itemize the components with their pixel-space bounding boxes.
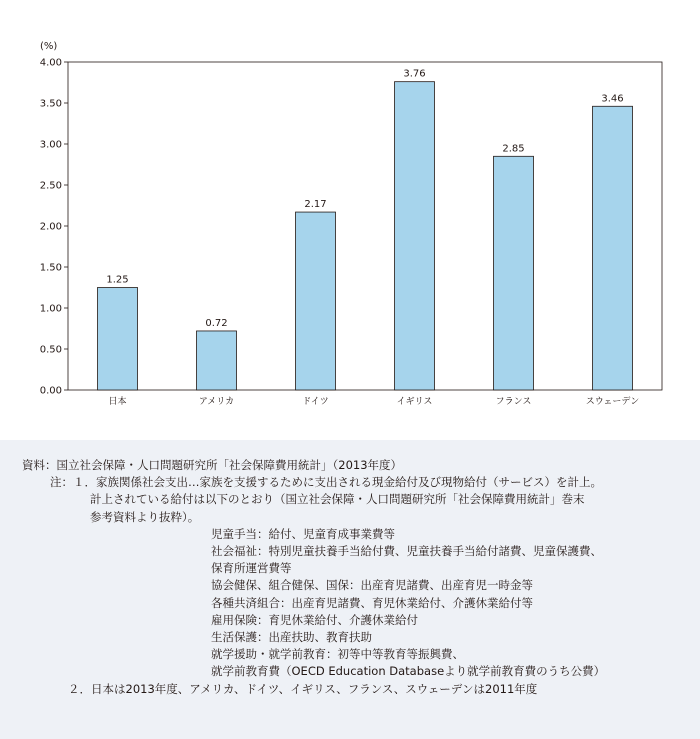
note-detail-line: 雇用保険：育児休業給付、介護休業給付 (211, 612, 418, 627)
note-detail-line: 各種共済組合：出産育児諸費、育児休業給付、介護休業給付等 (211, 595, 533, 610)
source-note: 資料：国立社会保障・人口問題研究所「社会保障費用統計」（2013年度） (22, 458, 403, 472)
bar-value-label: 2.17 (304, 199, 327, 211)
note-detail-line: 社会福祉：特別児童扶養手当給付費、児童扶養手当給付諸費、児童保護費、 (211, 544, 602, 559)
y-tick-label: 3.00 (39, 139, 62, 151)
bar (296, 212, 336, 390)
note-1-line-1: 注：１．家族関係社会支出…家族を支援するために支出される現金給付及び現物給付（サービス）を計上。 (50, 475, 602, 490)
category-label: スウェーデン (585, 397, 640, 407)
y-tick-label: 2.50 (39, 180, 62, 192)
bar (494, 156, 534, 390)
category-label: ドイツ (302, 397, 329, 407)
y-tick-label: 4.00 (39, 57, 62, 69)
value-labels (106, 69, 623, 329)
note-1-line-3: 参考資料より抜粋）。 (90, 509, 200, 524)
category-label: イギリス (396, 397, 433, 407)
bar (593, 106, 633, 390)
y-tick-label: 0.00 (39, 385, 62, 397)
note-detail-line: 就学前教育費（OECD Education Databaseより就学前教育費のうち公費） (211, 664, 606, 679)
notes-section (22, 457, 692, 698)
note-detail-line: 児童手当：給付、児童育成事業費等 (211, 526, 395, 541)
bar (395, 82, 435, 390)
bar (98, 288, 138, 391)
bar-value-label: 1.25 (106, 274, 129, 286)
bar-value-label: 2.85 (502, 143, 525, 155)
note-2: ２．日本は2013年度、アメリカ、ドイツ、イギリス、フランス、スウェーデンは2011年度 (68, 681, 538, 696)
bars (98, 82, 633, 390)
note-detail-line: 保育所運営費等 (211, 561, 292, 576)
y-unit-label: (%) (40, 41, 58, 52)
y-tick-label: 1.00 (39, 303, 62, 315)
y-tick-label: 1.50 (39, 262, 62, 274)
plot-area-frame (68, 62, 662, 390)
note-detail-line: 協会健保、組合健保、国保：出産育児諸費、出産育児一時金等 (211, 578, 533, 593)
category-label: アメリカ (198, 397, 235, 407)
note-detail-line: 生活保護：出産扶助、教育扶助 (211, 630, 372, 645)
bar-value-label: 0.72 (205, 317, 228, 329)
note-1-line-2: 計上されている給付は以下のとおり（国立社会保障・人口問題研究所「社会保障費用統計」巻末 (90, 492, 585, 507)
note-detail-line: 就学援助・就学前教育：初等中等教育等振興費、 (211, 647, 464, 662)
y-axis-ticks (40, 58, 68, 397)
bar (197, 331, 237, 390)
category-label: フランス (495, 397, 532, 407)
y-tick-label: 3.50 (39, 98, 62, 110)
y-tick-label: 2.00 (39, 221, 62, 233)
y-tick-label: 0.50 (39, 344, 62, 356)
bar-value-label: 3.46 (601, 93, 624, 105)
category-labels (108, 395, 639, 407)
category-label: 日本 (108, 397, 127, 407)
bar-value-label: 3.76 (403, 68, 426, 80)
